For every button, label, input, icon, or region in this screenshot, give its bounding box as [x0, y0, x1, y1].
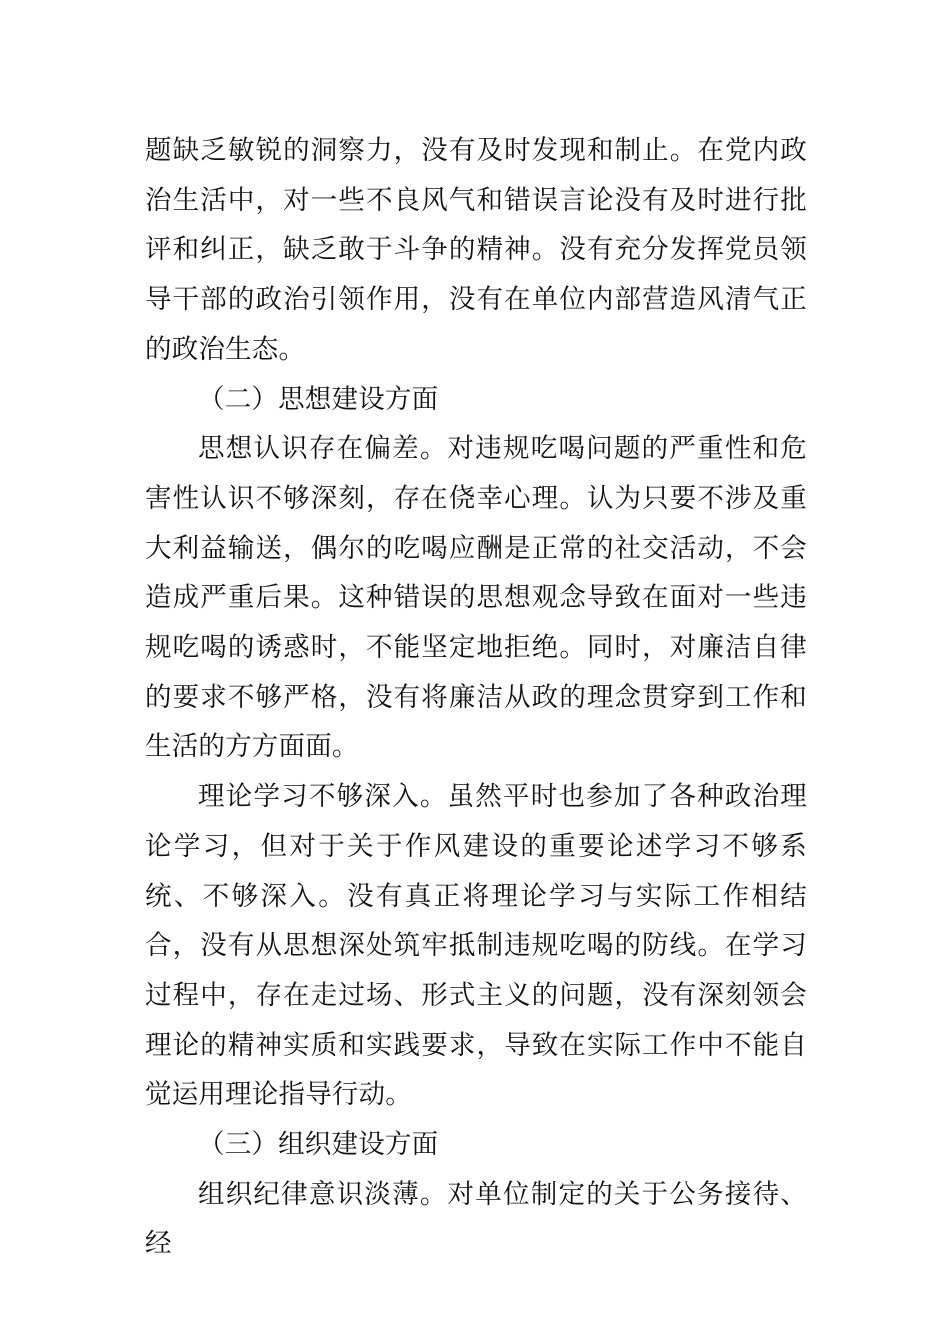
paragraph-thinking-bias: 思想认识存在偏差。对违规吃喝问题的严重性和危害性认识不够深刻，存在侥幸心理。认为只要不涉及重大利益输送，偶尔的吃喝应酬是正常的社交活动，不会造成严重后果。这种错误的思想观念导致在面对一些违规吃喝的诱惑时，不能坚定地拒绝。同时，对廉洁自律的要求不够严格，没有将廉洁从政的理念贯穿到工作和生活的方方面面。 [145, 433, 807, 763]
section-heading-ideology: （二）思想建设方面 [198, 383, 439, 415]
paragraph-theory-study: 理论学习不够深入。虽然平时也参加了各种政治理论学习，但对于关于作风建设的重要论述学习不够系统、不够深入。没有真正将理论学习与实际工作相结合，没有从思想深处筑牢抵制违规吃喝的防线。在学习过程中，存在走过场、形式主义的问题，没有深刻领会理论的精神实质和实践要求，导致在实际工作中不能自觉运用理论指导行动。 [145, 781, 807, 1111]
document-body [145, 126, 807, 1269]
section-heading-organization: （三）组织建设方面 [198, 1129, 439, 1161]
paragraph-continuation: 题缺乏敏锐的洞察力，没有及时发现和制止。在党内政治生活中，对一些不良风气和错误言论没有及时进行批评和纠正，缺乏敢于斗争的精神。没有充分发挥党员领导干部的政治引领作用，没有在单位内部营造风清气正的政治生态。 [145, 135, 807, 365]
paragraph-discipline: 组织纪律意识淡薄。对单位制定的关于公务接待、经 [145, 1178, 807, 1260]
